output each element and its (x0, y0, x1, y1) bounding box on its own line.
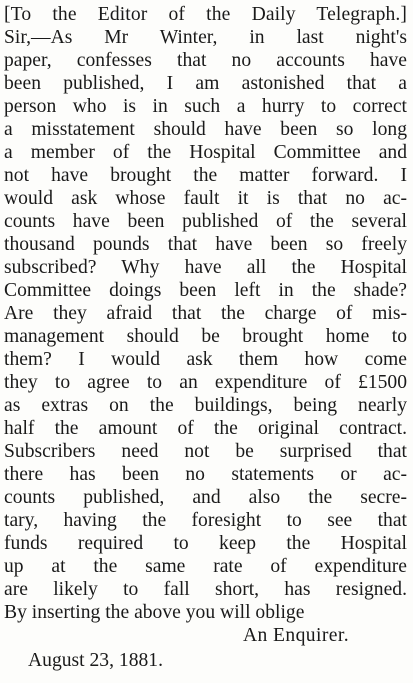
letter-line: half the amount of the original contract. (4, 418, 407, 439)
letter-line: been published, I am astonished that a (4, 73, 407, 94)
letter-line: Subscribers need not be surprised that (4, 441, 407, 462)
letter-line: Committee doings been left in the shade? (4, 280, 407, 301)
letter-line: as extras on the buildings, being nearly (4, 395, 407, 416)
letter-line: they to agree to an expenditure of £1500 (4, 372, 407, 393)
letter-line: thousand pounds that have been so freely (4, 234, 407, 255)
letter-line: up at the same rate of expenditure (4, 556, 407, 577)
letter-line: management should be brought home to (4, 326, 407, 347)
letter-line: them? I would ask them how come (4, 349, 407, 370)
letter-line: Sir,—As Mr Winter, in last night's (4, 27, 407, 48)
letter-line: there has been no statements or ac- (4, 464, 407, 485)
signature: An Enquirer. (243, 625, 350, 646)
letter-line: not have brought the matter forward. I (4, 165, 407, 186)
letter-line: Are they afraid that the charge of mis- (4, 303, 407, 324)
editor-note: [To the Editor of the Daily Telegraph.] (4, 4, 407, 25)
letter-line: a member of the Hospital Committee and (4, 142, 407, 163)
letter-date: August 23, 1881. (28, 650, 163, 671)
letter-line: counts have been published of the several (4, 211, 407, 232)
letter-line: tary, having the foresight to see that (4, 510, 407, 531)
letter-line: a misstatement should have been so long (4, 119, 407, 140)
letter-line: paper, confesses that no accounts have (4, 50, 407, 71)
letter-line: would ask whose fault it is that no ac- (4, 188, 407, 209)
letter-line: By inserting the above you will oblige (4, 602, 305, 623)
letter-line: counts published, and also the secre- (4, 487, 407, 508)
letter-line: are likely to fall short, has resigned. (4, 579, 407, 600)
letter-line: person who is in such a hurry to correct (4, 96, 407, 117)
letter-line: funds required to keep the Hospital (4, 533, 407, 554)
letter-line: subscribed? Why have all the Hospital (4, 257, 407, 278)
